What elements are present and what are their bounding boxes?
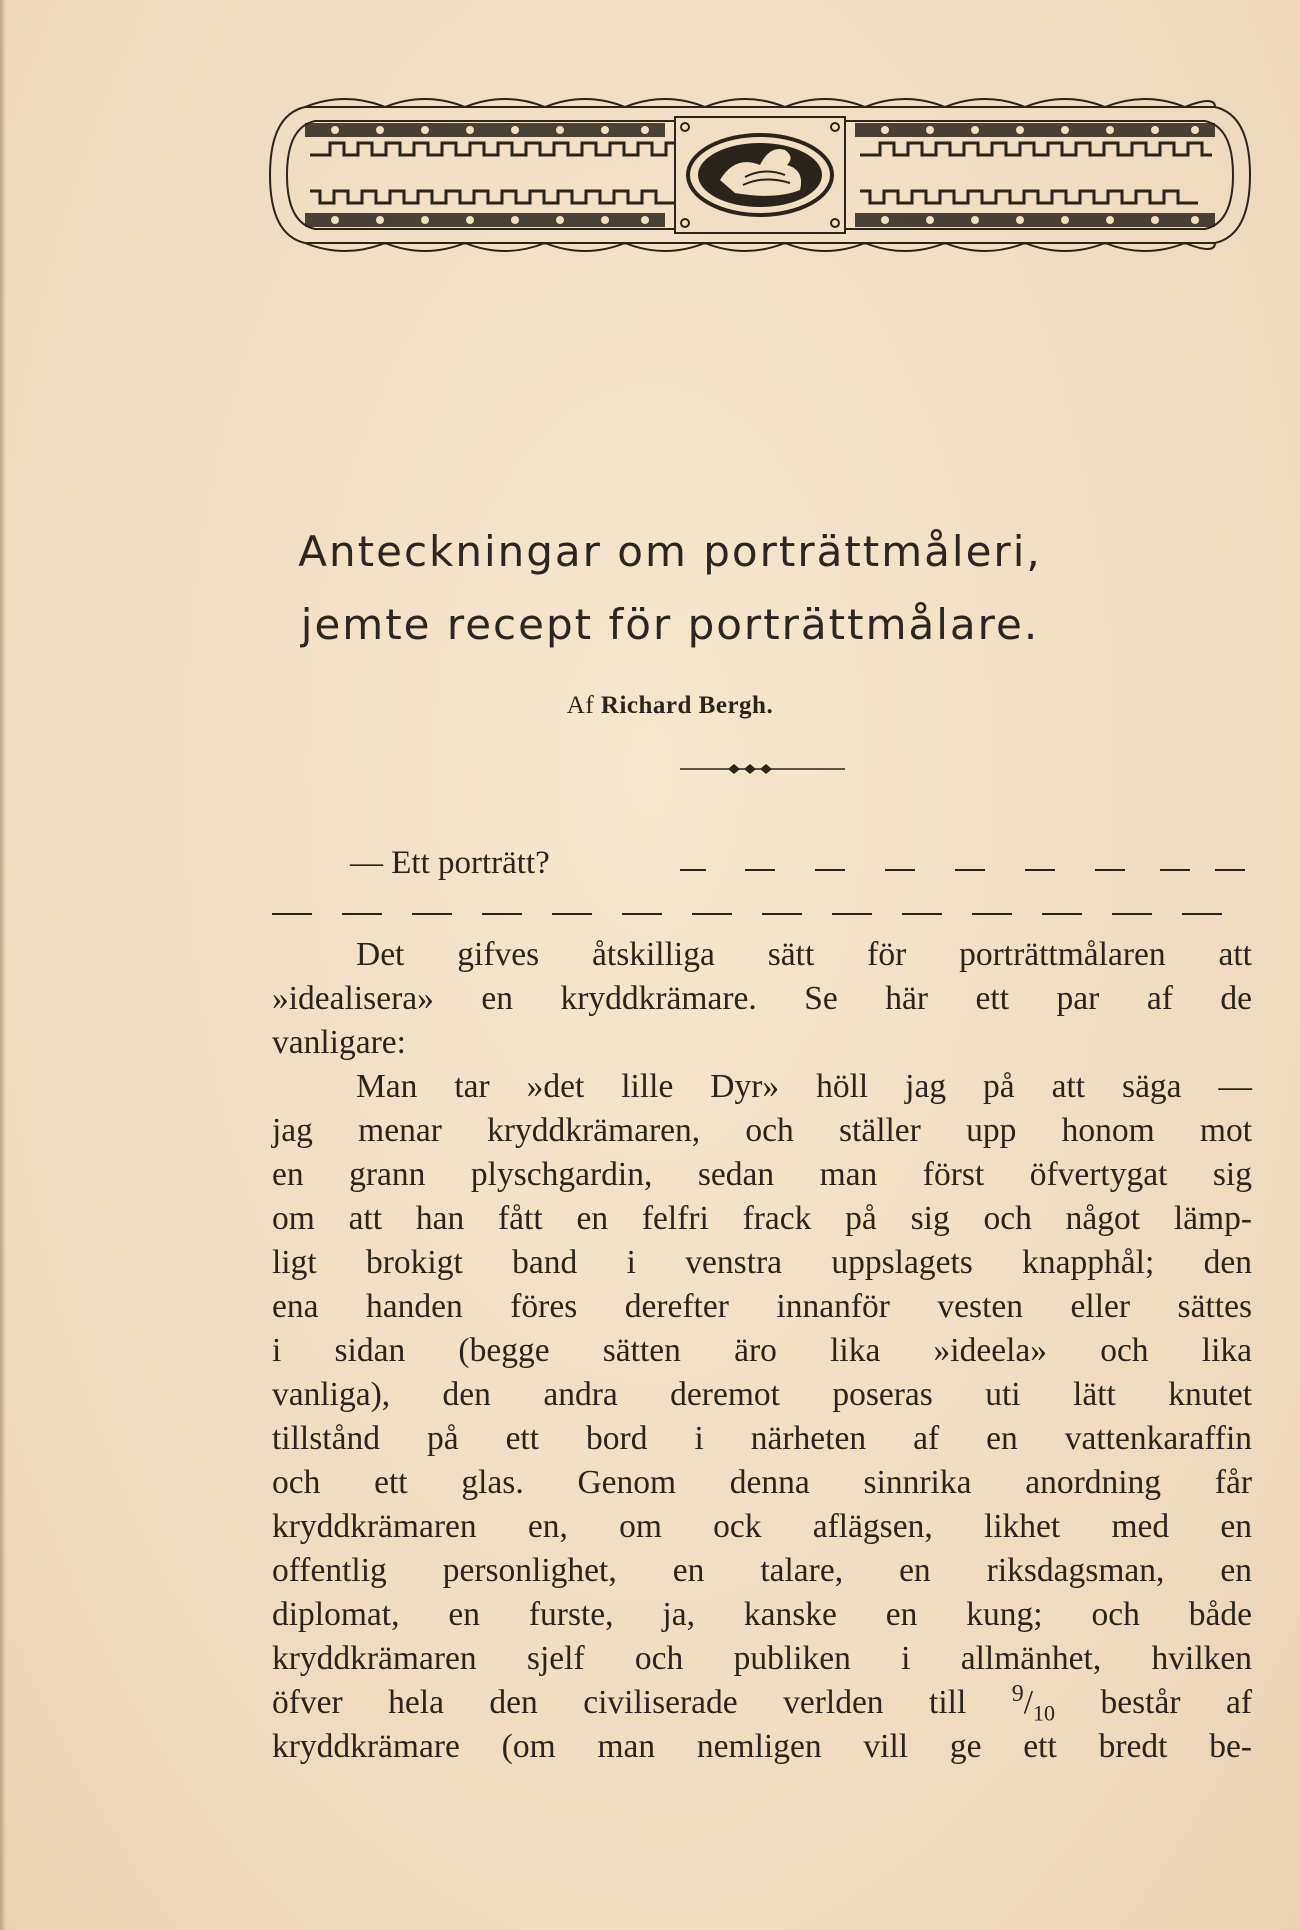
p2-line-6: ena handen föres derefter innanför vesten eller sättes (272, 1288, 1252, 1325)
p2-line-3: en grann plyschgardin, sedan man först öfvertygat sig (272, 1156, 1252, 1193)
title-line-2: jemte recept för porträttmålare. (300, 600, 1040, 649)
opening-line (350, 845, 1255, 885)
title-line-1: Anteckningar om porträttmåleri, (298, 527, 1042, 576)
diamond-divider-icon (680, 760, 845, 778)
fraction-slash: / (1023, 1684, 1034, 1721)
byline (0, 692, 1300, 720)
p1-line-2: »idealisera» en kryddkrämare. Se här ett par af de (272, 980, 1252, 1017)
header-ornament-icon (265, 95, 1255, 255)
p2-line-13: diplomat, en furste, ja, kanske en kung; och både (272, 1596, 1252, 1633)
p2-line-2: jag menar kryddkrämaren, och ställer upp honom mot (272, 1112, 1252, 1149)
fraction-numerator: 9 (1011, 1680, 1024, 1707)
p2-line-4: om att han fått en felfri frack på sig och något lämp- (272, 1200, 1252, 1237)
p2-line-1: Man tar »det lille Dyr» höll jag på att säga — (356, 1068, 1252, 1105)
p2-fraction-line (272, 1681, 1252, 1725)
p2-line-10: och ett glas. Genom denna sinnrika anordning får (272, 1464, 1252, 1501)
byline-prefix: Af (566, 692, 595, 719)
p2-line-8: vanliga), den andra deremot poseras uti lätt knutet (272, 1376, 1252, 1413)
p2-line-5: ligt brokigt band i venstra uppslagets knapphål; den (272, 1244, 1252, 1281)
p2-line-12: offentlig personlighet, en talare, en riksdagsman, en (272, 1552, 1252, 1589)
p2-line-14: kryddkrämaren sjelf och publiken i allmänhet, hvilken (272, 1640, 1252, 1677)
body-text (272, 933, 1252, 1769)
page-edge-shadow (0, 0, 6, 1930)
p1-line-1: Det gifves åtskilliga sätt för porträttmålaren att (356, 936, 1252, 973)
p2-last-line: kryddkrämare (om man nemligen vill ge ett bredt be- (272, 1728, 1252, 1765)
p2-line-9: tillstånd på ett bord i närheten af en vattenkaraffin (272, 1420, 1252, 1457)
fraction-line-after: består af (1100, 1684, 1252, 1721)
fraction-denominator: 10 (1033, 1700, 1056, 1726)
p1-line-3: vanligare: (272, 1024, 406, 1061)
opening-label: — Ett porträtt? (350, 845, 550, 881)
p2-line-11: kryddkrämaren en, om ock aflägsen, likhet med en (272, 1508, 1252, 1545)
p2-line-7: i sidan (begge sätten äro lika »ideela» och lika (272, 1332, 1252, 1369)
fraction-line-before: öfver hela den civiliserade verlden till (272, 1684, 967, 1721)
byline-author: Richard Bergh. (600, 692, 774, 719)
